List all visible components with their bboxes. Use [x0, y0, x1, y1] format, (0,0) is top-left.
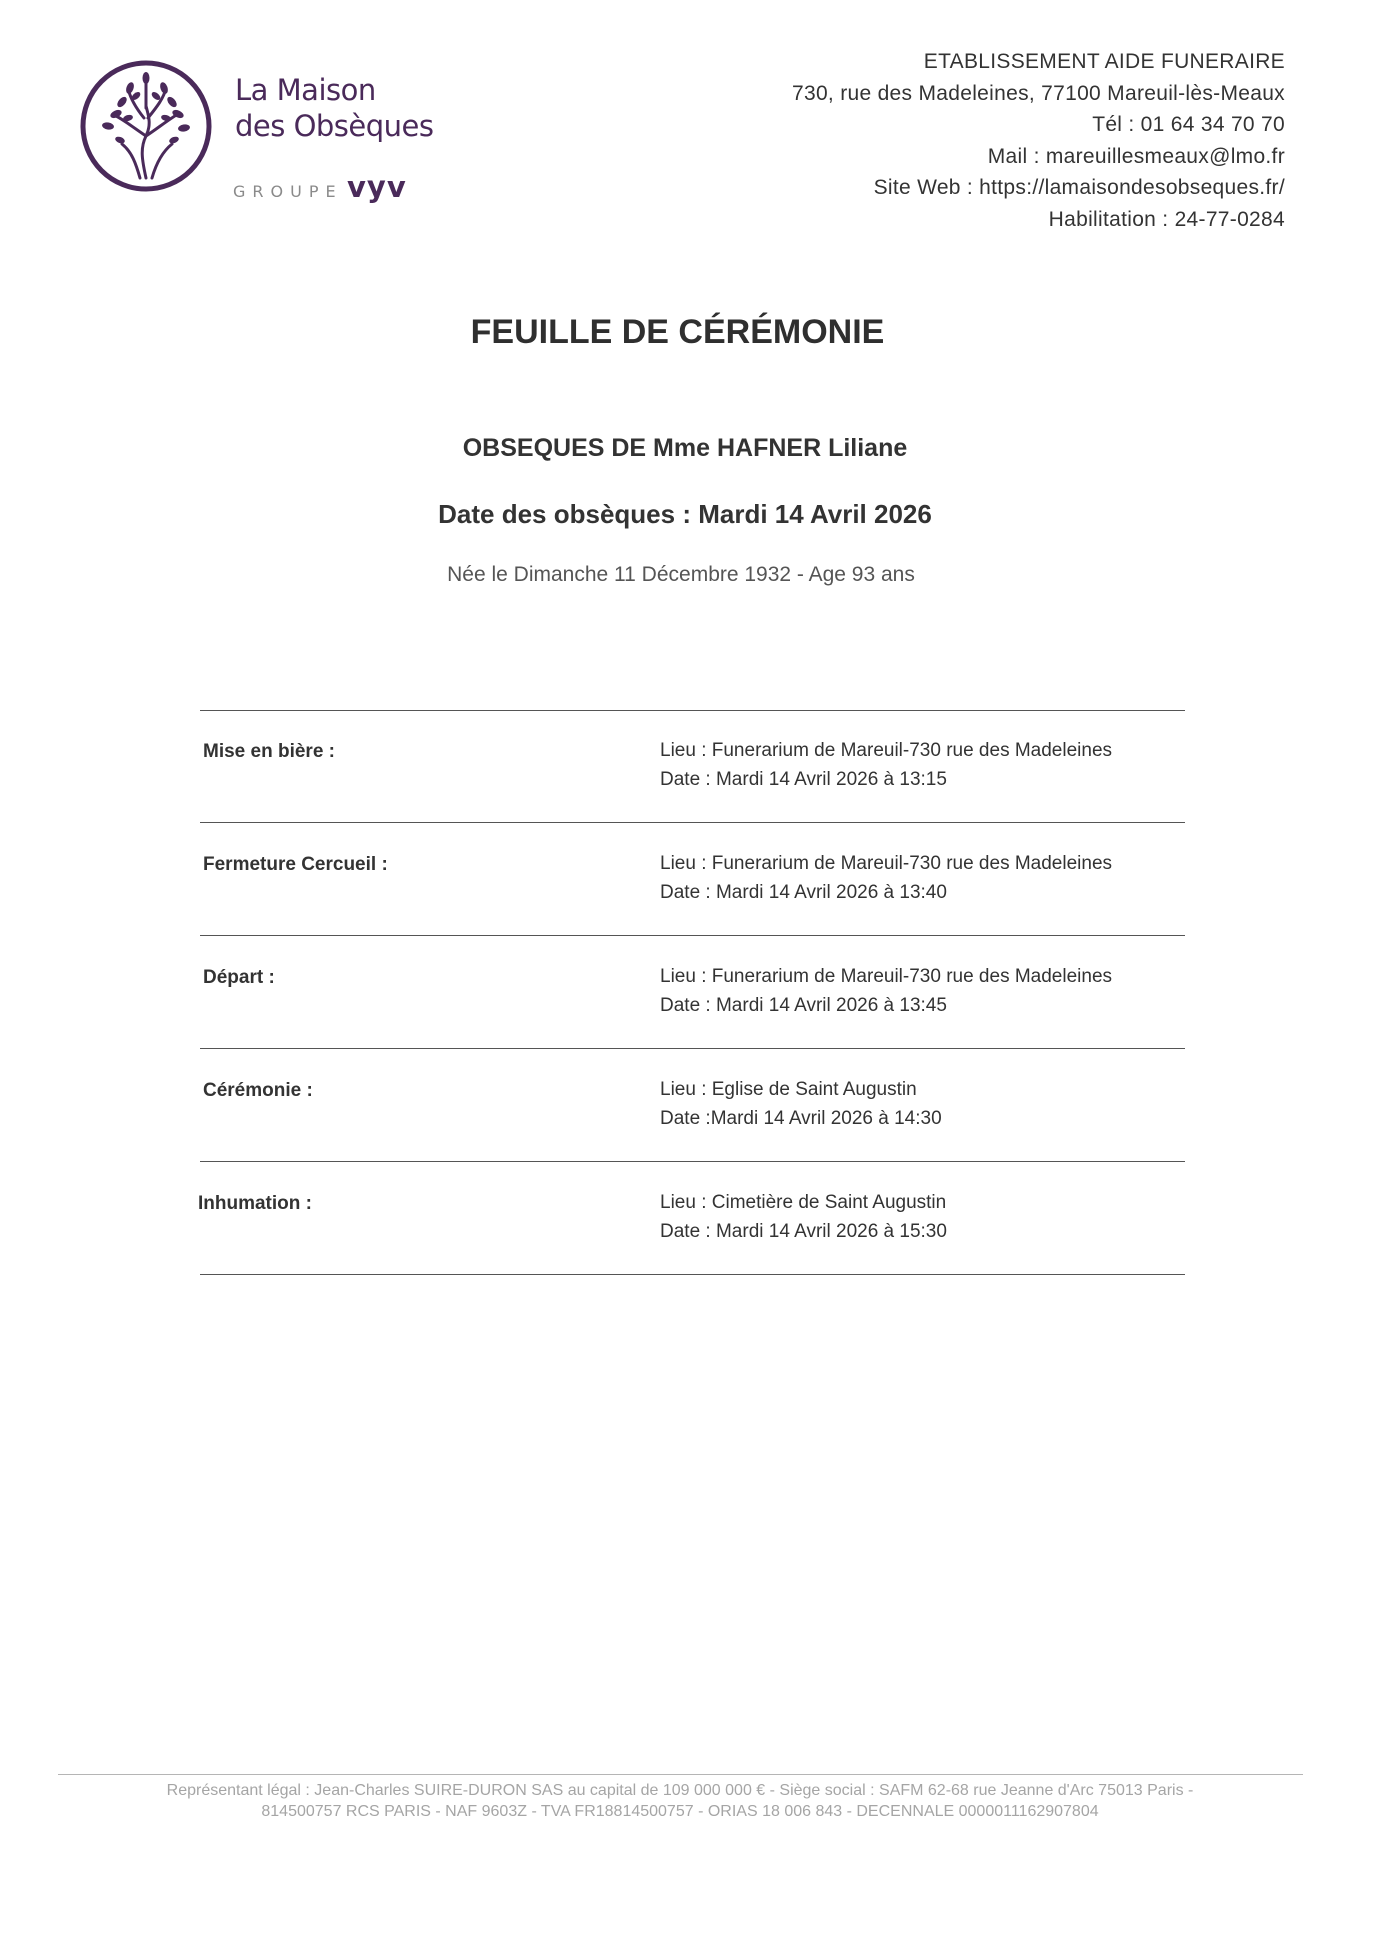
- company-habilitation: Habilitation : 24-77-0284: [1048, 207, 1285, 231]
- row-label: Mise en bière :: [203, 741, 335, 762]
- deceased-name: OBSEQUES DE Mme HAFNER Liliane: [462, 434, 908, 462]
- row-date: Date : Mardi 14 Avril 2026 à 13:15: [660, 769, 947, 790]
- company-address: 730, rue des Madeleines, 77100 Mareuil-lès-Meaux: [791, 81, 1285, 105]
- company-phone: Tél : 01 64 34 70 70: [1092, 113, 1285, 136]
- row-detail: [660, 849, 1112, 907]
- row-lieu: Lieu : Cimetière de Saint Augustin: [660, 1192, 947, 1213]
- row-detail: [660, 1075, 942, 1133]
- company-website: Site Web : https://lamaisondesobseques.fr/: [873, 176, 1285, 199]
- document-title: FEUILLE DE CÉRÉMONIE: [470, 313, 885, 351]
- logo-group-word: GROUPE: [233, 182, 343, 201]
- row-lieu: Lieu : Funerarium de Mareuil-730 rue des Madeleines: [660, 966, 1113, 987]
- footer-divider: [58, 1774, 1303, 1775]
- funeral-date: Date des obsèques : Mardi 14 Avril 2026: [438, 499, 932, 529]
- birth-info: Née le Dimanche 11 Décembre 1932 - Age 93 ans: [447, 563, 915, 586]
- row-lieu: Lieu : Eglise de Saint Augustin: [660, 1079, 917, 1100]
- row-detail: [660, 736, 1112, 794]
- row-lieu: Lieu : Funerarium de Mareuil-730 rue des Madeleines: [660, 740, 1113, 761]
- row-detail: [660, 1188, 947, 1246]
- divider: [200, 710, 1185, 711]
- row-date: Date :Mardi 14 Avril 2026 à 14:30: [660, 1108, 942, 1129]
- row-date: Date : Mardi 14 Avril 2026 à 13:40: [660, 882, 947, 903]
- logo-name-line1: La Maison: [235, 73, 376, 107]
- footer-line1: Représentant légal : Jean-Charles SUIRE-DURON SAS au capital de 109 000 000 € - Siège social : SAFM 62-68 rue Jeanne d'Arc 75013 Paris -: [166, 1782, 1194, 1799]
- divider: [200, 1274, 1185, 1275]
- footer-line2: 814500757 RCS PARIS - NAF 9603Z - TVA FR18814500757 - ORIAS 18 006 843 - DECENNALE 0000011162907804: [261, 1803, 1099, 1820]
- row-label: Cérémonie :: [203, 1080, 313, 1101]
- row-detail: [660, 962, 1112, 1020]
- company-contact-block: [792, 46, 1285, 235]
- row-date: Date : Mardi 14 Avril 2026 à 13:45: [660, 995, 947, 1016]
- logo-name-line2: des Obsèques: [235, 109, 434, 143]
- divider: [200, 1048, 1185, 1049]
- row-label: Fermeture Cercueil :: [203, 854, 388, 875]
- company-logo: [78, 56, 458, 206]
- row-date: Date : Mardi 14 Avril 2026 à 15:30: [660, 1221, 947, 1242]
- legal-footer: [60, 1780, 1300, 1822]
- row-lieu: Lieu : Funerarium de Mareuil-730 rue des Madeleines: [660, 853, 1113, 874]
- row-label: Inhumation :: [198, 1193, 312, 1214]
- row-label: Départ :: [203, 967, 275, 988]
- logo-group: [233, 170, 407, 204]
- logo-name: [235, 72, 434, 144]
- divider: [200, 935, 1185, 936]
- divider: [200, 822, 1185, 823]
- tree-of-life-icon: [78, 56, 218, 196]
- divider: [200, 1161, 1185, 1162]
- logo-group-brand: vyv: [347, 170, 407, 204]
- establishment-type: ETABLISSEMENT AIDE FUNERAIRE: [923, 50, 1285, 73]
- company-email: Mail : mareuillesmeaux@lmo.fr: [987, 144, 1285, 168]
